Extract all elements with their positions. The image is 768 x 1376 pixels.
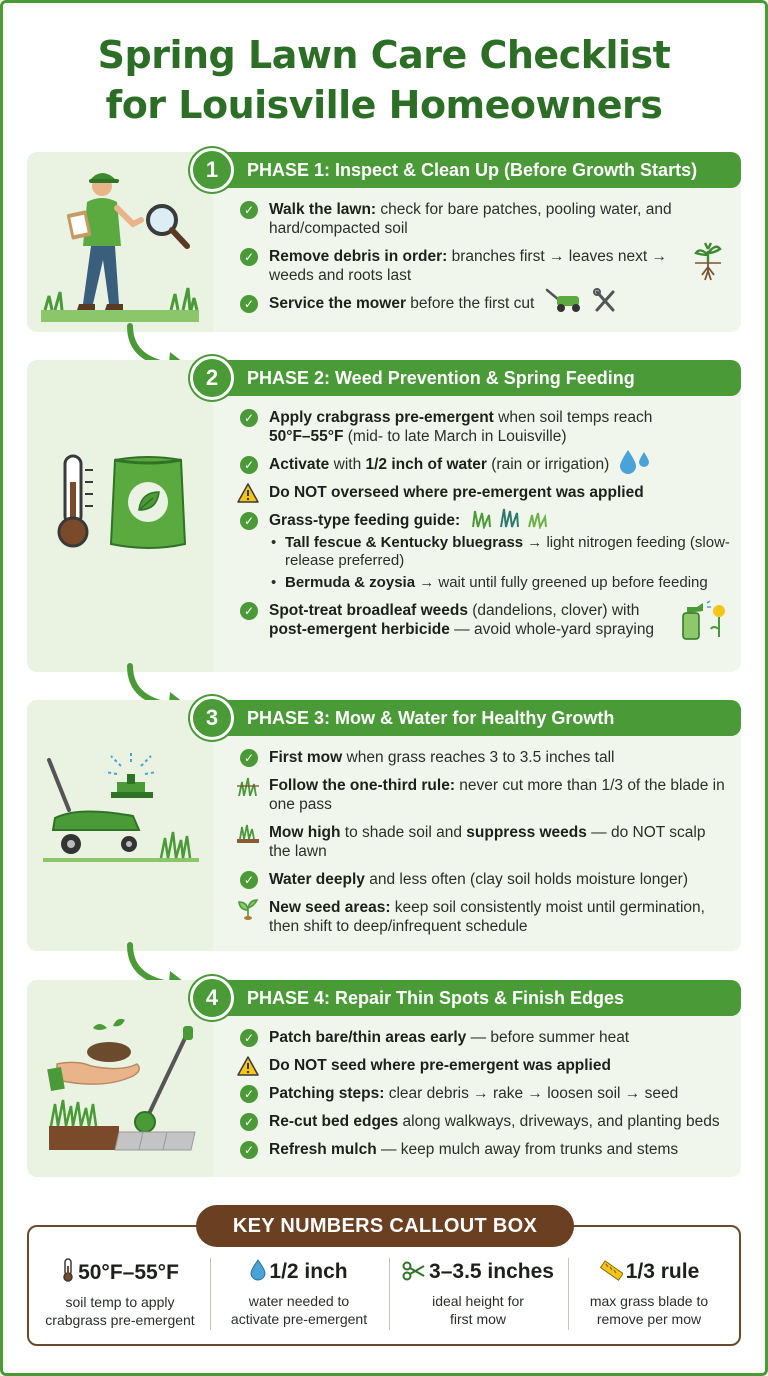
stat-value: 3–3.5 inches	[429, 1260, 554, 1283]
stat-value: 1/3 rule	[625, 1260, 700, 1283]
phase-2-section	[27, 360, 741, 672]
water-drops-icon	[618, 448, 652, 474]
phase-2-item: ✓ Activate with 1/2 inch of water (rain or irrigation)	[239, 455, 731, 474]
stat-label: ideal height for	[432, 1293, 524, 1309]
phase-1-item: ✓ Walk the lawn: check for bare patches, pooling water, and hard/compacted soil	[239, 200, 731, 238]
phase-2-item: ✓ Grass-type feeding guide:	[239, 511, 731, 530]
phase-2-item: ✓ Apply crabgrass pre-emergent when soil temps reach 50°F–55°F (mid- to late March in Louisville)	[239, 408, 731, 446]
seedling-icon	[237, 898, 259, 920]
stat-mow-height	[389, 1258, 567, 1328]
phase-1-section	[27, 152, 741, 332]
stat-value: 50°F–55°F	[78, 1261, 179, 1284]
phase-3-number: 3	[190, 696, 234, 740]
phase-4-title: PHASE 4: Repair Thin Spots & Finish Edges	[215, 980, 741, 1016]
scissors-icon	[402, 1261, 426, 1281]
phase-3-section	[27, 700, 741, 951]
spray-bottle-icon	[679, 597, 729, 641]
stat-label: remove per mow	[596, 1311, 702, 1327]
check-icon: ✓	[240, 201, 258, 219]
stat-label: first mow	[450, 1311, 506, 1327]
stat-label: max grass blade to	[589, 1293, 709, 1309]
check-icon: ✓	[240, 1085, 258, 1103]
check-icon: ✓	[240, 456, 258, 474]
title-line-2: for Louisville Homeowners	[105, 83, 663, 127]
seeding-edging-illustration	[47, 1008, 197, 1158]
phase-2-item: ✓ Spot-treat broadleaf weeds (dandelions, clover) with post-emergent herbicide — avoid whole-yard spraying	[239, 601, 731, 639]
phase-4-warning: Do NOT seed where pre-emergent was applied	[239, 1056, 731, 1075]
phase-1-item: ✓ Remove debris in order: branches first → leaves next → weeds and roots last	[239, 247, 731, 285]
stat-label: crabgrass pre-emergent	[45, 1312, 195, 1328]
phase-4-item: ✓ Refresh mulch — keep mulch away from trunks and stems	[239, 1140, 731, 1159]
phase-4-section	[27, 980, 741, 1177]
check-icon: ✓	[240, 602, 258, 620]
phase-2-title: PHASE 2: Weed Prevention & Spring Feeding	[215, 360, 741, 396]
mower-tools-icon	[543, 286, 619, 314]
check-icon: ✓	[240, 871, 258, 889]
phase-3-item: ✓ Water deeply and less often (clay soil holds moisture longer)	[239, 870, 731, 889]
stat-label: activate pre-emergent	[230, 1311, 368, 1327]
phase-2-number: 2	[190, 356, 234, 400]
stat-water	[210, 1258, 388, 1328]
thermometer-fertilizer-illustration	[55, 452, 195, 552]
check-icon: ✓	[240, 512, 258, 530]
title-line-1: Spring Lawn Care Checklist	[97, 33, 671, 77]
weed-roots-icon	[693, 241, 723, 283]
check-icon: ✓	[240, 295, 258, 313]
check-icon: ✓	[240, 248, 258, 266]
gardener-illustration	[41, 164, 201, 324]
stat-label: soil temp to apply	[65, 1294, 175, 1310]
phase-4-item: ✓ Patching steps: clear debris → rake → loosen soil → seed	[239, 1084, 731, 1103]
water-drop-icon	[250, 1259, 266, 1281]
phase-3-item: Follow the one-third rule: never cut more than 1/3 of the blade in one pass	[239, 776, 731, 814]
check-icon: ✓	[240, 1029, 258, 1047]
check-icon: ✓	[240, 409, 258, 427]
phase-4-number: 4	[190, 976, 234, 1020]
phase-4-item: ✓ Patch bare/thin areas early — before summer heat	[239, 1028, 731, 1047]
phase-4-item: ✓ Re-cut bed edges along walkways, driveways, and planting beds	[239, 1112, 731, 1131]
feeding-guide-subitem: • Bermuda & zoysia → wait until fully greened up before feeding	[271, 574, 708, 591]
phase-3-item: New seed areas: keep soil consistently moist until germination, then shift to deep/infrequent schedule	[239, 898, 731, 936]
callout-title: KEY NUMBERS CALLOUT BOX	[196, 1205, 574, 1247]
phase-3-item: Mow high to shade soil and suppress weeds — do NOT scalp the lawn	[239, 823, 731, 861]
ruler-icon	[599, 1259, 623, 1281]
phase-3-title: PHASE 3: Mow & Water for Healthy Growth	[215, 700, 741, 736]
grass-soil-icon	[237, 823, 259, 843]
warning-icon	[237, 483, 259, 503]
stat-soil-temp	[31, 1258, 209, 1329]
warning-icon	[237, 1056, 259, 1076]
grass-blade-icon	[237, 776, 259, 796]
mower-sprinkler-illustration	[41, 748, 201, 868]
phase-1-item: ✓ Service the mower before the first cut	[239, 294, 731, 314]
phase-1-title: PHASE 1: Inspect & Clean Up (Before Growth Starts)	[215, 152, 741, 188]
grass-types-icon	[469, 507, 553, 529]
stat-one-third-rule	[560, 1258, 738, 1328]
check-icon: ✓	[240, 1141, 258, 1159]
check-icon: ✓	[240, 749, 258, 767]
phase-2-warning: Do NOT overseed where pre-emergent was applied	[239, 483, 731, 502]
thermometer-icon	[61, 1258, 75, 1282]
phase-1-number: 1	[190, 148, 234, 192]
page-title	[0, 30, 768, 130]
check-icon: ✓	[240, 1113, 258, 1131]
phase-3-item: ✓ First mow when grass reaches 3 to 3.5 inches tall	[239, 748, 731, 767]
stat-value: 1/2 inch	[269, 1260, 348, 1283]
feeding-guide-subitem: • Tall fescue & Kentucky bluegrass → light nitrogen feeding (slow-release preferred)	[271, 534, 730, 569]
stat-label: water needed to	[248, 1293, 350, 1309]
